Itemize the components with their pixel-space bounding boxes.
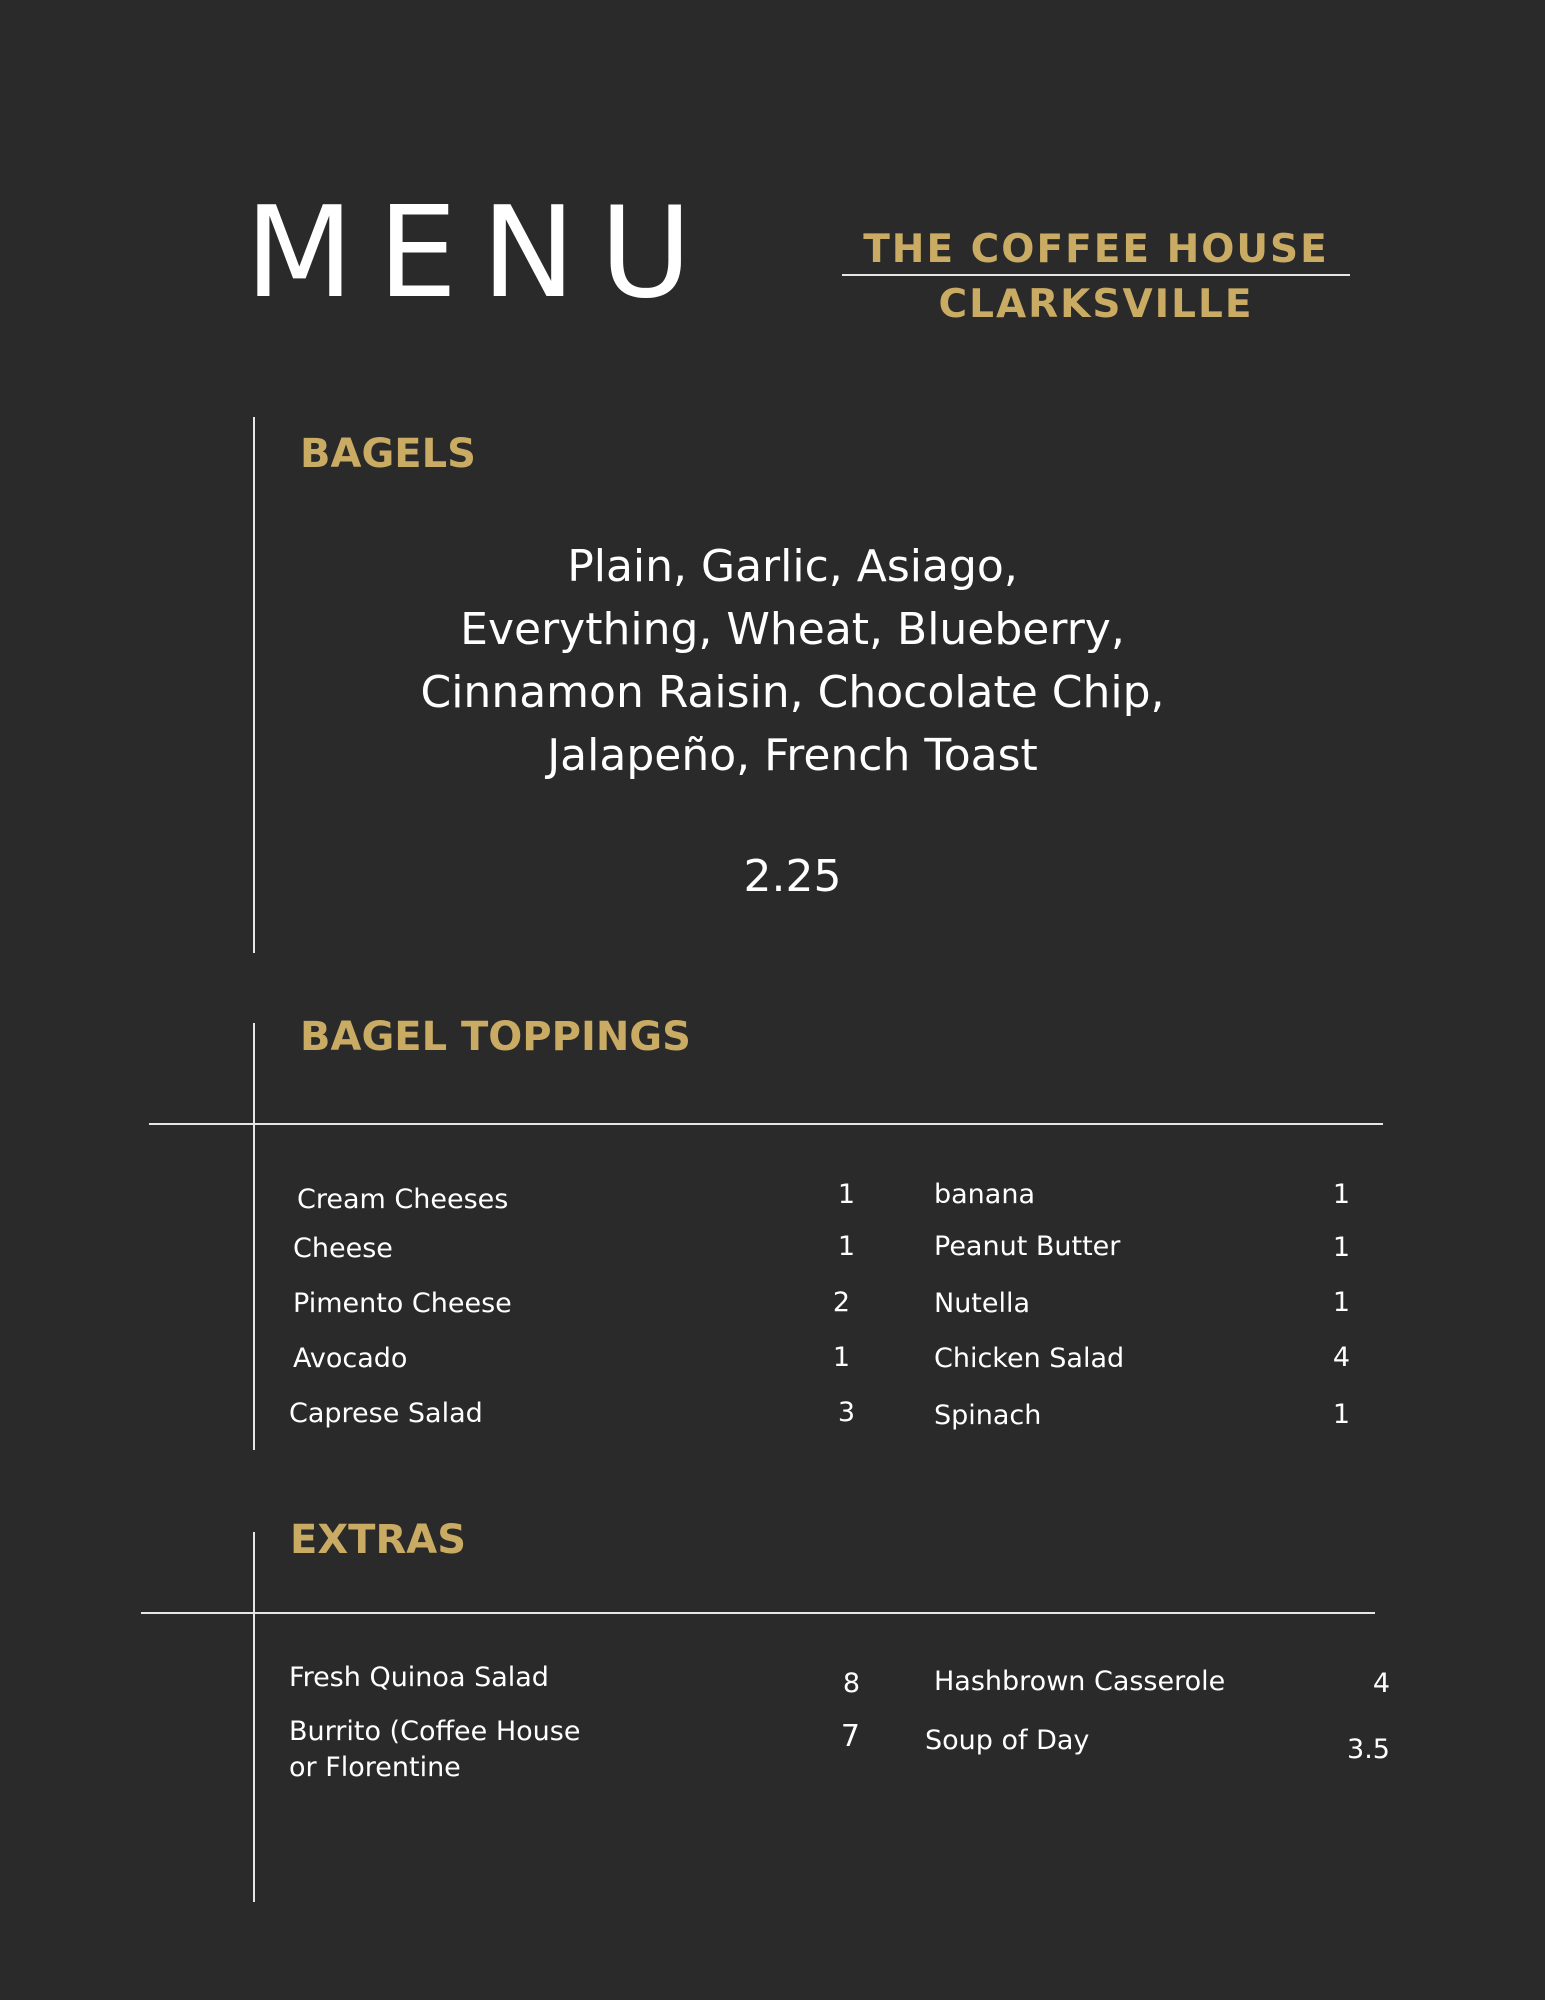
- extras-divider: [141, 1612, 1375, 1614]
- topping-name: Cream Cheeses: [297, 1184, 509, 1215]
- extra-name: Hashbrown Casserole: [934, 1666, 1226, 1697]
- topping-price: 1: [837, 1231, 855, 1262]
- extras-section-rule: [253, 1532, 255, 1902]
- topping-name: Caprese Salad: [289, 1398, 483, 1429]
- bagel-varieties-line: Cinnamon Raisin, Chocolate Chip,: [420, 667, 1165, 718]
- extra-name: Fresh Quinoa Salad: [289, 1662, 549, 1693]
- toppings-section-rule: [253, 1023, 255, 1450]
- topping-name: Chicken Salad: [934, 1343, 1125, 1374]
- bagels-heading: BAGELS: [300, 431, 476, 477]
- toppings-heading: BAGEL TOPPINGS: [300, 1014, 691, 1060]
- topping-name: banana: [934, 1179, 1035, 1210]
- extra-price: 4: [1372, 1668, 1390, 1699]
- brand-name: THE COFFEE HOUSE: [863, 227, 1329, 272]
- brand-divider: [842, 274, 1350, 276]
- topping-name: Cheese: [293, 1233, 393, 1264]
- extra-price: 7: [840, 1719, 860, 1754]
- topping-price: 1: [832, 1342, 850, 1373]
- topping-price: 3: [837, 1397, 855, 1428]
- extras-heading: EXTRAS: [290, 1517, 467, 1563]
- menu-title: MENU: [245, 179, 716, 326]
- topping-price: 1: [1332, 1399, 1350, 1430]
- topping-name: Avocado: [293, 1343, 408, 1374]
- topping-name: Spinach: [934, 1400, 1042, 1431]
- extra-name: Soup of Day: [925, 1725, 1090, 1756]
- topping-name: Peanut Butter: [934, 1231, 1121, 1262]
- extra-price: 3.5: [1347, 1734, 1390, 1765]
- topping-name: Pimento Cheese: [293, 1288, 512, 1319]
- topping-price: 1: [1332, 1232, 1350, 1263]
- extra-name: Burrito (Coffee House or Florentine: [289, 1716, 581, 1783]
- topping-price: 1: [837, 1179, 855, 1210]
- extra-price: 8: [842, 1668, 860, 1699]
- bagels-section-rule: [253, 417, 255, 953]
- bagel-price: 2.25: [743, 851, 842, 902]
- bagel-varieties-line: Everything, Wheat, Blueberry,: [460, 604, 1125, 655]
- bagel-varieties-line: Jalapeño, French Toast: [547, 730, 1038, 781]
- brand-location: CLARKSVILLE: [938, 282, 1254, 327]
- topping-price: 4: [1332, 1342, 1350, 1373]
- topping-price: 1: [1332, 1179, 1350, 1210]
- bagel-varieties: [350, 535, 1235, 787]
- bagel-varieties-line: Plain, Garlic, Asiago,: [567, 541, 1018, 592]
- topping-price: 1: [1332, 1287, 1350, 1318]
- topping-price: 2: [832, 1287, 850, 1318]
- toppings-divider: [149, 1123, 1383, 1125]
- topping-name: Nutella: [934, 1288, 1031, 1319]
